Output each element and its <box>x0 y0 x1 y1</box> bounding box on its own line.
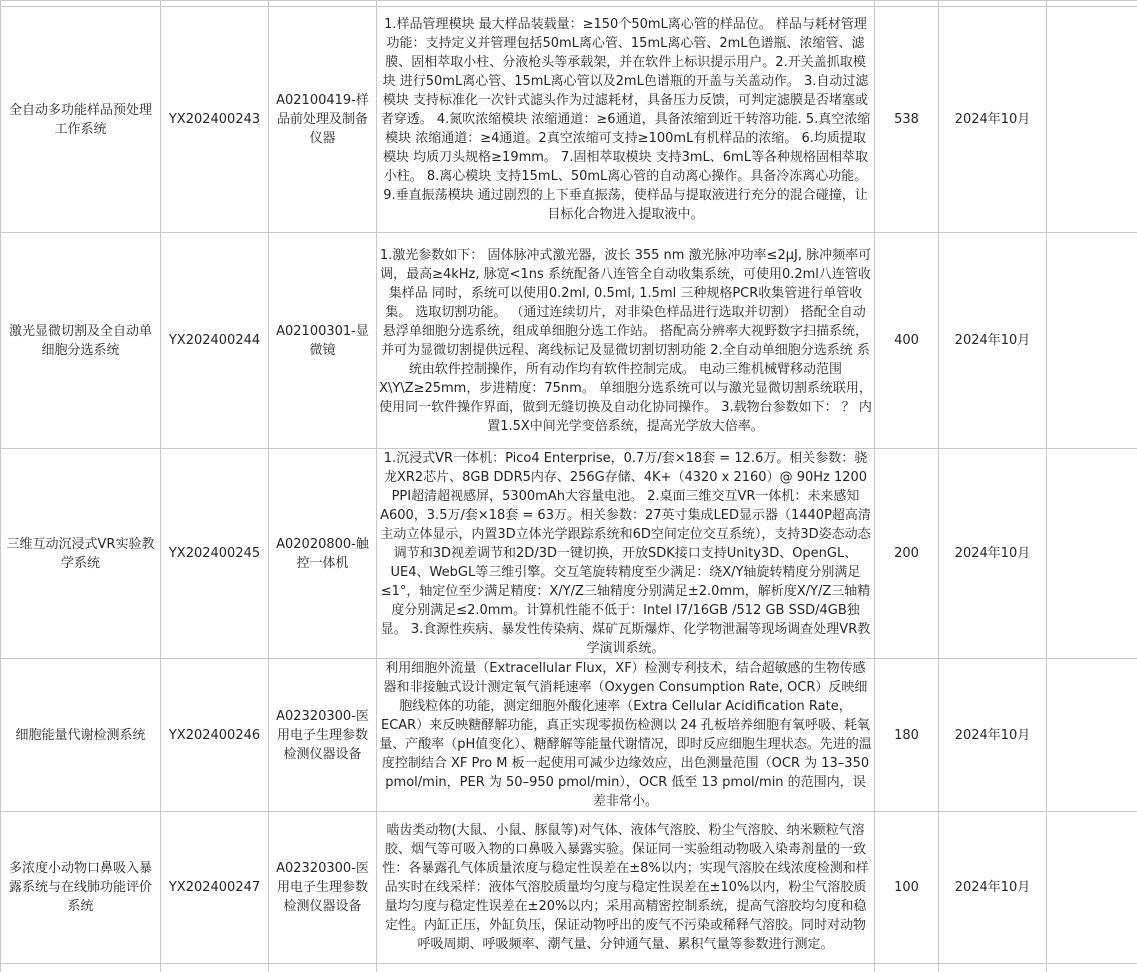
empty-cell <box>1047 7 1137 233</box>
specification-cell: 啮齿类动物(大鼠、小鼠、豚鼠等)对气体、液体气溶胶、粉尘气溶胶、纳米颗粒气溶胶、烟气等可吸入物的口鼻吸入暴露实验。保证同一实验组动物吸入染毒剂量的一致性：各暴露孔气体质量浓度与稳定性误差在±8%以内；实现气溶胶在线浓度检测和样品实时在线采样：液体气溶胶质量均匀度与稳定性误差在±10%以内，粉尘气溶胶质量均匀度与稳定性误差在±20%以内；采用高精密控制系统，提高气溶胶均匀度和稳定性。内缸正压，外缸负压，保证动物呼出的废气不污染或稀释气溶胶。同时对动物呼吸周期、呼吸频率、潮气量、分钟通气量、累积气量等参数进行测定。 <box>377 812 875 964</box>
date-cell: 2024年10月 <box>939 233 1047 449</box>
table-row <box>1 812 1137 964</box>
project-code-cell: YX202400246 <box>161 659 269 812</box>
quantity-cell: 180 <box>875 659 939 812</box>
equipment-name-cell: 激光显微切割及全自动单细胞分选系统 <box>1 233 161 449</box>
specification-cell: 利用细胞外流量（Extracellular Flux，XF）检测专利技术，结合超敏感的生物传感器和非接触式设计测定氧气消耗速率（Oxygen Consumption Rate, OCR）反映细胞线粒体的功能，测定细胞外酸化速率（Extra Cellular Acidification Rate，ECAR）来反映糖酵解功能，真正实现零损伤检测以 24 孔板培养细胞有氧呼吸、耗氧量、产酸率（pH值变化）、糖酵解等能量代谢情况，即时反应细胞生理状态。先进的温度控制结合 XF Pro M 板一起使用可减少边缘效应，出色测量范围（OCR 为 13–350 pmol/min，PER 为 50–950 pmol/min），OCR 低至 13 pmol/min 的范围内，误差非常小。 <box>377 659 875 812</box>
equipment-name-cell: 细胞能量代谢检测系统 <box>1 659 161 812</box>
empty-cell <box>377 964 875 972</box>
empty-cell <box>1047 812 1137 964</box>
project-code-cell: YX202400245 <box>161 449 269 659</box>
date-cell: 2024年10月 <box>939 659 1047 812</box>
specification-cell: 1.样品管理模块 最大样品装载量：≥150个50mL离心管的样品位。 样品与耗材管理功能：支持定义并管理包括50mL离心管、15mL离心管、2mL色谱瓶、浓缩管、滤膜、固相萃取小柱、分液枪头等承载架，并在软件上标识提示用户。2.开关盖抓取模块 进行50mL离心管、15mL离心管以及2mL色谱瓶的开盖与关盖动作。 3.自动过滤模块 支持标准化一次针式滤头作为过滤耗材，具备压力反馈，可判定滤膜是否堵塞或者穿透。 4.氮吹浓缩模块 浓缩通道：≥6通道，具备浓缩到近干转溶功能. 5.真空浓缩模块 浓缩通道：≥4通道。2真空浓缩可支持≥100mL有机样品的浓缩。 6.均质提取模块 均质刀头规格≥19mm。 7.固相萃取模块 支持3mL、6mL等各种规格固相萃取小柱。 8.离心模块 支持15mL、50mL离心管的自动离心操作。具备冷冻离心功能。 9.垂直振荡模块 通过剧烈的上下垂直振荡，使样品与提取液进行充分的混合碰撞，让目标化合物进入提取液中。 <box>377 7 875 233</box>
empty-cell <box>1 964 161 972</box>
category-code-cell: A02020800-触控一体机 <box>269 449 377 659</box>
table-row <box>1 233 1137 449</box>
equipment-name-cell: 多浓度小动物口鼻吸入暴露系统与在线肺功能评价系统 <box>1 812 161 964</box>
date-cell: 2024年10月 <box>939 7 1047 233</box>
empty-cell <box>161 964 269 972</box>
empty-cell <box>875 964 939 972</box>
table-row <box>1 659 1137 812</box>
project-code-cell: YX202400247 <box>161 812 269 964</box>
table-row-partial-bottom <box>1 964 1137 972</box>
equipment-name-cell: 三维互动沉浸式VR实验教学系统 <box>1 449 161 659</box>
category-code-cell: A02100301-显微镜 <box>269 233 377 449</box>
table-row <box>1 449 1137 659</box>
category-code-cell: A02320300-医用电子生理参数检测仪器设备 <box>269 659 377 812</box>
empty-cell <box>1047 449 1137 659</box>
specification-cell: 1.激光参数如下： 固体脉冲式激光器，波长 355 nm 激光脉冲功率≤2μJ, 脉冲频率可调，最高≥4kHz, 脉宽<1ns 系统配备八连管全自动收集系统，可使用0.2ml八连管收集样品 同时，系统可以使用0.2ml, 0.5ml, 1.5ml 三种规格PCR收集管进行单管收集。 选取切割功能。 （通过连续切片，对非染色样品进行选取并切割） 搭配全自动悬浮单细胞分选系统，组成单细胞分选工作站。 搭配高分辨率大视野数字扫描系统，并可为显微切割提供远程、离线标记及显微切割切割功能 2.全自动单细胞分选系统 系统由软件控制操作，所有动作均有软件控制完成。 电动三维机械臂移动范围X\Y\Z≥25mm，步进精度：75nm。 单细胞分选系统可以与激光显微切割系统联用，使用同一软件操作界面，做到无缝切换及自动化协同操作。 3.载物台参数如下： ？ 内置1.5X中间光学变倍系统，提高光学放大倍率。 <box>377 233 875 449</box>
empty-cell <box>1047 964 1137 972</box>
table-row <box>1 7 1137 233</box>
specification-cell: 1.沉浸式VR一体机：Pico4 Enterprise，0.7万/套×18套 = 12.6万。相关参数：骁龙XR2芯片、8GB DDR5内存、256G存储、4K+（4320 x 2160）@ 90Hz 1200 PPI超清超视感屏，5300mAh大容量电池。 2.桌面三维交互VR一体机：未来感知A600，3.5万/套×18套 = 63万。相关参数：27英寸集成LED显示器（1440P超高清主动立体显示，内置3D立体光学跟踪系统和6D空间定位交互系统），支持3D姿态动态调节和3D视差调节和2D/3D一键切换，开放SDK接口支持Unity3D、OpenGL、UE4、WebGL等三维引擎。交互笔旋转精度至少满足：绕X/Y轴旋转精度分别满足≤1°，轴定位至少满足精度：X/Y/Z三轴精度分别满足±2.0mm，解析度X/Y/Z三轴精度分别满足≤2.0mm。计算机性能不低于：Intel I7/16GB /512 GB SSD/4GB独显。 3.食源性疾病、暴发性传染病、煤矿瓦斯爆炸、化学物泄漏等现场调查处理VR教学演训系统。 <box>377 449 875 659</box>
quantity-cell: 200 <box>875 449 939 659</box>
project-code-cell: YX202400243 <box>161 7 269 233</box>
quantity-cell: 538 <box>875 7 939 233</box>
quantity-cell: 100 <box>875 812 939 964</box>
empty-cell <box>269 964 377 972</box>
date-cell: 2024年10月 <box>939 812 1047 964</box>
project-code-cell: YX202400244 <box>161 233 269 449</box>
empty-cell <box>1047 659 1137 812</box>
category-code-cell: A02320300-医用电子生理参数检测仪器设备 <box>269 812 377 964</box>
equipment-name-cell: 全自动多功能样品预处理工作系统 <box>1 7 161 233</box>
empty-cell <box>939 964 1047 972</box>
quantity-cell: 400 <box>875 233 939 449</box>
category-code-cell: A02100419-样品前处理及制备仪器 <box>269 7 377 233</box>
date-cell: 2024年10月 <box>939 449 1047 659</box>
empty-cell <box>1047 233 1137 449</box>
